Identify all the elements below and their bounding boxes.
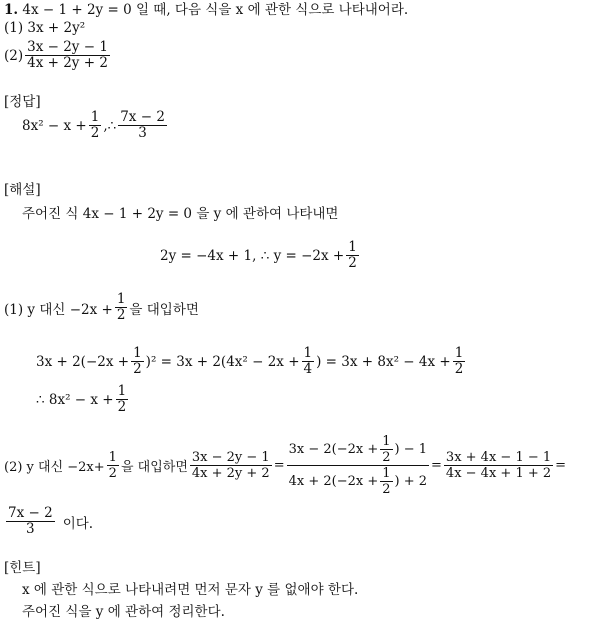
answer-sep: ,∴ [103,117,117,134]
p2-result-fraction: $\frac{7x - 2}{3}$ [8,505,53,537]
p1-half-a: $\frac{1}{2}$ [133,345,142,377]
part1-expansion: 3x + 2(−2x + $\frac{1}{2}$ )² = 3x + 2(4x² − 2x + $\frac{1}{4}$ ) = 3x + 8x² − 4x + $\frac{1}{2}$ [36,345,464,377]
solution-label: [해설] [4,182,41,198]
p2-fraction-3: $\frac{3x + 4x - 1 - 1}{4x - 4x + 1 + 2}$ [445,450,552,481]
part1-result: ∴ 8x² − x + $\frac{1}{2}$ [36,383,127,415]
eq-half: $\frac{1}{2}$ [348,239,357,271]
p2-fraction-2: 3x − 2(−2x + $\frac{1}{2}$ ) − 1 4x + 2(−2x + $\frac{1}{2}$ ) + 2 [288,434,428,497]
problem-statement: 4x − 1 + 2y = 0 일 때, 다음 식을 x 에 관한 식으로 나타내어라. [22,2,409,18]
problem-item-1 [4,20,85,36]
answer-fraction: $\frac{7x - 2}{3}$ [120,109,165,141]
part1-heading: (1) y 대신 −2x + $\frac{1}{2}$ 을 대입하면 [4,291,199,323]
hint-label: [힌트] [4,560,41,576]
part2-line: (2) y 대신 −2x+ $\frac{1}{2}$ 을 대입하면 $\frac{3x - 2y - 1}{4x + 2y + 2}$ = 3x − 2(−2x + $\frac{1}{2}$ ) − 1 4x + 2(−2x + $\frac{1}{2}$ ) + 2 = $\frac{3x + 4x - 1 - 1}{4x - 4x + 1 + 2}$ = [4,434,567,497]
answer-label: [정답] [4,94,41,110]
problem-item-2 [4,40,112,71]
p1-result-half: $\frac{1}{2}$ [117,383,127,415]
p1-quarter: $\frac{1}{4}$ [303,345,313,377]
item2-label: (2) [4,47,24,64]
answer-half: $\frac{1}{2}$ [90,109,100,141]
p1-half-b: $\frac{1}{2}$ [454,345,464,377]
part2-result: $\frac{7x - 2}{3}$ 이다. [8,505,94,537]
part2-half: $\frac{1}{2}$ [108,450,117,481]
p2-fraction-1: $\frac{3x - 2y - 1}{4x + 2y + 2}$ [191,450,270,481]
answer-expr: 8x² − x + [22,117,87,134]
solution-equation: 2y = −4x + 1, ∴ y = −2x + $\frac{1}{2}$ [160,239,357,271]
item1-label: (1) [4,20,24,36]
hint-line-1: x 에 관한 식으로 나타내려면 먼저 문자 y 를 없애야 한다. [22,582,359,598]
problem-line [4,2,408,18]
solution-intro: 주어진 식 4x − 1 + 2y = 0 을 y 에 관하여 나타내면 [22,206,339,222]
answer-line [22,110,169,141]
part1-half: $\frac{1}{2}$ [116,291,126,323]
item2-fraction: $\frac{3x - 2y - 1}{4x + 2y + 2}$ [27,39,108,71]
hint-line-2: 주어진 식을 y 에 관하여 정리한다. [22,604,225,620]
problem-number: 1. [4,2,19,18]
item1-expr: 3x + 2y² [27,20,86,36]
